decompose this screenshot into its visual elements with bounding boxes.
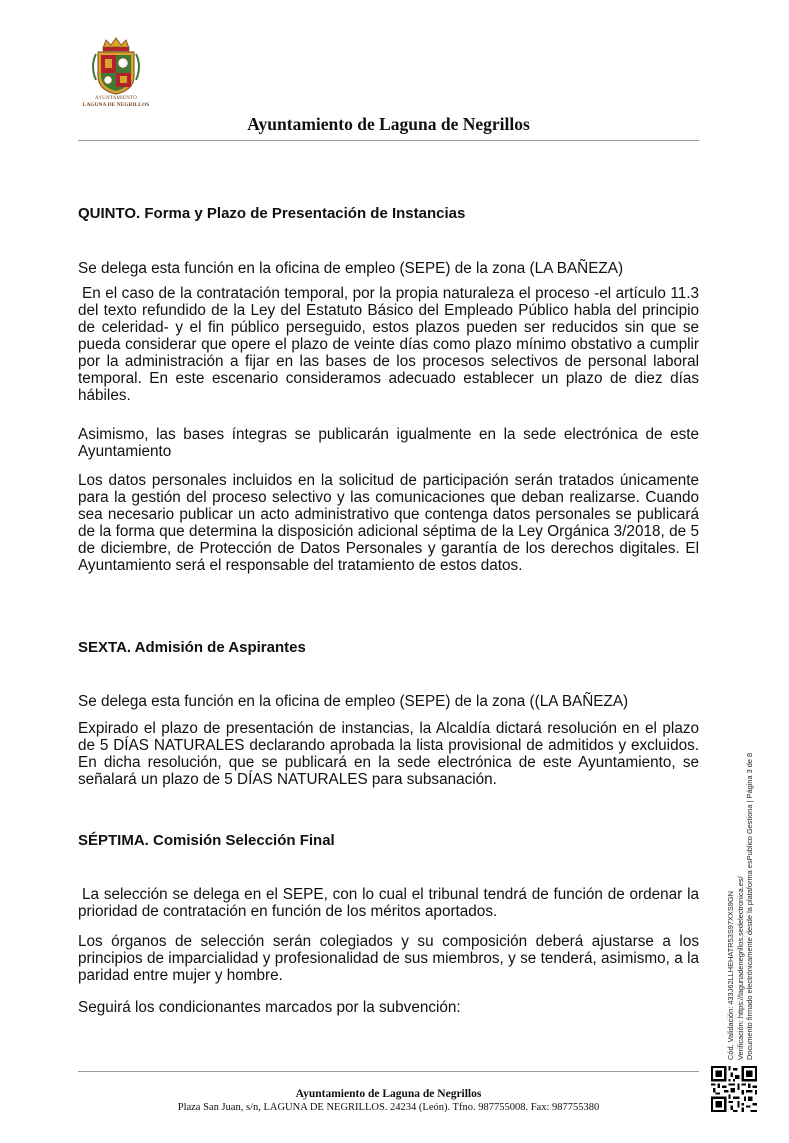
paragraph: Expirado el plazo de presentación de instancias, la Alcaldía dictará resolución en el plazo de 5 DÍAS NATURALES declarando aprobada la lista provisional de admitidos y excluidos. En dicha resolución, que se publicará en la sede electrónica de este Ayuntamiento, se señalará un plazo de 5 DÍAS NATURALES para subsanación. <box>78 720 699 788</box>
signature-note: Documento firmado electrónicamente desde la plataforma esPublico Gestiona | Página 3 de 8 <box>745 752 755 1060</box>
paragraph: Asimismo, las bases íntegras se publicarán igualmente en la sede electrónica de este Ayuntamiento <box>78 426 699 460</box>
paragraph: La selección se delega en el SEPE, con lo cual el tribunal tendrá de función de ordenar la prioridad de contratación en función de los méritos aportados. <box>78 886 699 920</box>
paragraph: Se delega esta función en la oficina de empleo (SEPE) de la zona ((LA BAÑEZA) <box>78 693 629 710</box>
header-divider <box>78 140 699 141</box>
paragraph: Los datos personales incluidos en la solicitud de participación serán tratados únicamente para la gestión del proceso selectivo y las comunicaciones que deban realizarse. Cuando sea necesario publicar un acto administrativo que contenga datos personales se publicará de la forma que determina la disposición adicional séptima de la Ley Orgánica 3/2018, de 5 de diciembre, de Protección de Datos Personales y garantía de los derechos digitales. El Ayuntamiento será el responsable del tratamiento de estos datos. <box>78 472 699 574</box>
footer-divider <box>78 1071 699 1072</box>
verification-url: Verificación: https://lagunadenegrillos.sedelectronica.es/ <box>735 876 745 1060</box>
section-heading-quinto: QUINTO. Forma y Plazo de Presentación de Instancias <box>78 205 466 222</box>
validation-code: Cód. Validación: 433J62LLHEHATR53S97XXS9GN <box>726 891 735 1060</box>
page-header-title: Ayuntamiento de Laguna de Negrillos <box>247 114 530 134</box>
logo-caption-top: AYUNTAMIENTO <box>95 96 137 101</box>
paragraph: En el caso de la contratación temporal, por la propia naturaleza el proceso -el artículo 11.3 del texto refundido de la Ley del Estatuto Básico del Empleado Público habla del principio de celeridad- y el fin público perseguido, estos plazos pueden ser reducidos sin que se pueda considerar que opere el plazo de veinte días como plazo mínimo obstativo a cumplir por la administración a fijar en las bases de los procesos selectivos de personal laboral temporal. En este escenario consideramos adecuado establecer un plazo de diez días hábiles. <box>78 285 699 404</box>
paragraph: Los órganos de selección serán colegiados y su composición deberá ajustarse a los principios de imparcialidad y profesionalidad de sus miembros, y se tenderá, asimismo, a la paridad entre mujer y hombre. <box>78 933 699 984</box>
qr-code-icon <box>711 1066 757 1112</box>
footer-title: Ayuntamiento de Laguna de Negrillos <box>295 1088 482 1100</box>
paragraph: Se delega esta función en la oficina de empleo (SEPE) de la zona (LA BAÑEZA) <box>78 260 624 277</box>
section-heading-sexta: SEXTA. Admisión de Aspirantes <box>78 639 306 656</box>
footer-address: Plaza San Juan, s/n, LAGUNA DE NEGRILLOS. 24234 (León). Tfno. 987755008. Fax: 987755380 <box>177 1102 600 1113</box>
section-heading-septima: SÉPTIMA. Comisión Selección Final <box>78 832 335 849</box>
logo-caption-bottom: LAGUNA DE NEGRILLOS <box>82 102 150 108</box>
paragraph: Seguirá los condicionantes marcados por la subvención: <box>78 999 461 1016</box>
